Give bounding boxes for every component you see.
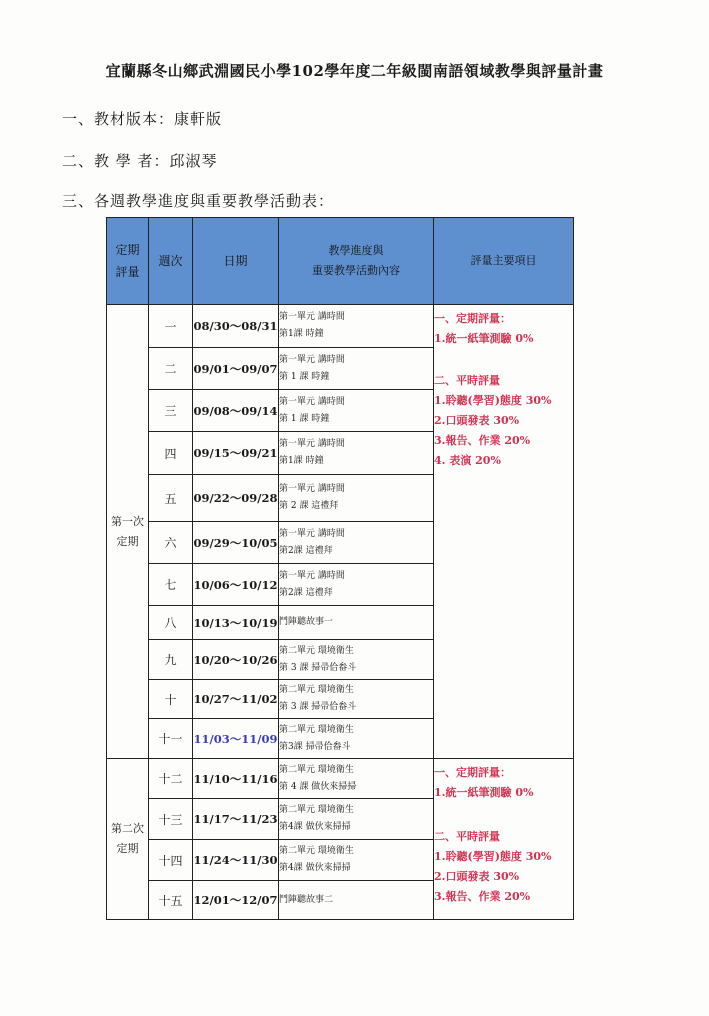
page-title: 宜蘭縣冬山鄉武淵國民小學102學年度二年級閩南語領域教學與評量計畫 [105,62,604,80]
section-schedule-heading: 三、各週教學進度與重要教學活動表： [62,192,335,210]
date-cell: 09/15～09/21 [193,432,279,475]
week-cell: 八 [149,606,193,640]
eval-daily-item: 1.聆聽(學習)態度 30% [434,850,552,863]
date-cell: 11/03～11/09 [193,719,279,759]
content-cell: 第二單元 環境衛生 第 3 課 掃帚佮畚斗 [279,640,434,680]
evaluation-cell [434,759,574,920]
eval-periodic-item: 1.統一紙筆測驗 0% [434,332,534,345]
term-cell: 第一次 定期 [107,305,149,759]
header-week: 週次 [149,218,193,305]
week-cell: 一 [149,305,193,348]
date-cell: 10/13～10/19 [193,606,279,640]
content-cell: 鬥陣聽故事一 [279,606,434,640]
content-cell: 第二單元 環境衛生 第3課 掃帚佮畚斗 [279,719,434,759]
week-cell: 十三 [149,799,193,840]
eval-daily-item: 3.報告、作業 20% [434,434,531,447]
header-term: 定期 評量 [107,218,149,305]
eval-daily-item: 4. 表演 20% [434,454,501,467]
header-content: 教學進度與 重要教學活動內容 [279,218,434,305]
date-cell: 08/30～08/31 [193,305,279,348]
week-cell: 十 [149,680,193,719]
date-cell: 10/27～11/02 [193,680,279,719]
header-date: 日期 [193,218,279,305]
header-evaluation: 評量主要項目 [434,218,574,305]
week-cell: 七 [149,564,193,606]
content-cell: 第一單元 講時間 第2課 這禮拜 [279,522,434,564]
section-teacher: 二、教 學 者：邱淑琴 [62,152,218,170]
week-cell: 十五 [149,881,193,920]
content-cell: 第一單元 講時間 第1課 時鐘 [279,305,434,348]
table-header-row [107,218,574,305]
date-cell: 12/01～12/07 [193,881,279,920]
week-cell: 四 [149,432,193,475]
week-cell: 十二 [149,759,193,799]
eval-periodic-title: 一、定期評量： [434,766,511,779]
week-cell: 十一 [149,719,193,759]
date-cell: 11/24～11/30 [193,840,279,881]
date-cell: 10/20～10/26 [193,640,279,680]
content-cell: 第一單元 講時間 第 1 課 時鐘 [279,390,434,432]
week-cell: 三 [149,390,193,432]
eval-daily-item: 1.聆聽(學習)態度 30% [434,394,552,407]
content-cell: 第一單元 講時間 第 1 課 時鐘 [279,348,434,390]
eval-daily-item: 2.口頭發表 30% [434,870,520,883]
date-cell: 10/06～10/12 [193,564,279,606]
table-row [107,305,574,348]
content-cell: 第二單元 環境衛生 第4課 做伙來掃掃 [279,840,434,881]
date-cell: 11/10～11/16 [193,759,279,799]
date-cell: 09/29～10/05 [193,522,279,564]
term-cell: 第二次 定期 [107,759,149,920]
section-textbook: 一、教材版本：康軒版 [62,110,223,128]
week-cell: 五 [149,475,193,522]
date-cell: 09/01～09/07 [193,348,279,390]
eval-periodic-title: 一、定期評量： [434,312,511,325]
table-row [107,759,574,799]
content-cell: 第二單元 環境衛生 第4課 做伙來掃掃 [279,799,434,840]
eval-daily-item: 2.口頭發表 30% [434,414,520,427]
content-cell: 第一單元 講時間 第2課 這禮拜 [279,564,434,606]
date-cell: 09/22～09/28 [193,475,279,522]
eval-daily-title: 二、平時評量 [434,374,500,387]
content-cell: 第一單元 講時間 第1課 時鐘 [279,432,434,475]
eval-daily-title: 二、平時評量 [434,830,500,843]
week-cell: 十四 [149,840,193,881]
week-cell: 六 [149,522,193,564]
week-cell: 九 [149,640,193,680]
content-cell: 第二單元 環境衛生 第 3 課 掃帚佮畚斗 [279,680,434,719]
evaluation-cell [434,305,574,759]
week-cell: 二 [149,348,193,390]
eval-daily-item: 3.報告、作業 20% [434,890,531,903]
date-cell: 11/17～11/23 [193,799,279,840]
content-cell: 第二單元 環境衛生 第 4 課 做伙來掃掃 [279,759,434,799]
content-cell: 鬥陣聽故事二 [279,881,434,920]
eval-periodic-item: 1.統一紙筆測驗 0% [434,786,534,799]
date-cell: 09/08～09/14 [193,390,279,432]
content-cell: 第一單元 講時間 第 2 課 這禮拜 [279,475,434,522]
schedule-table [106,217,574,920]
